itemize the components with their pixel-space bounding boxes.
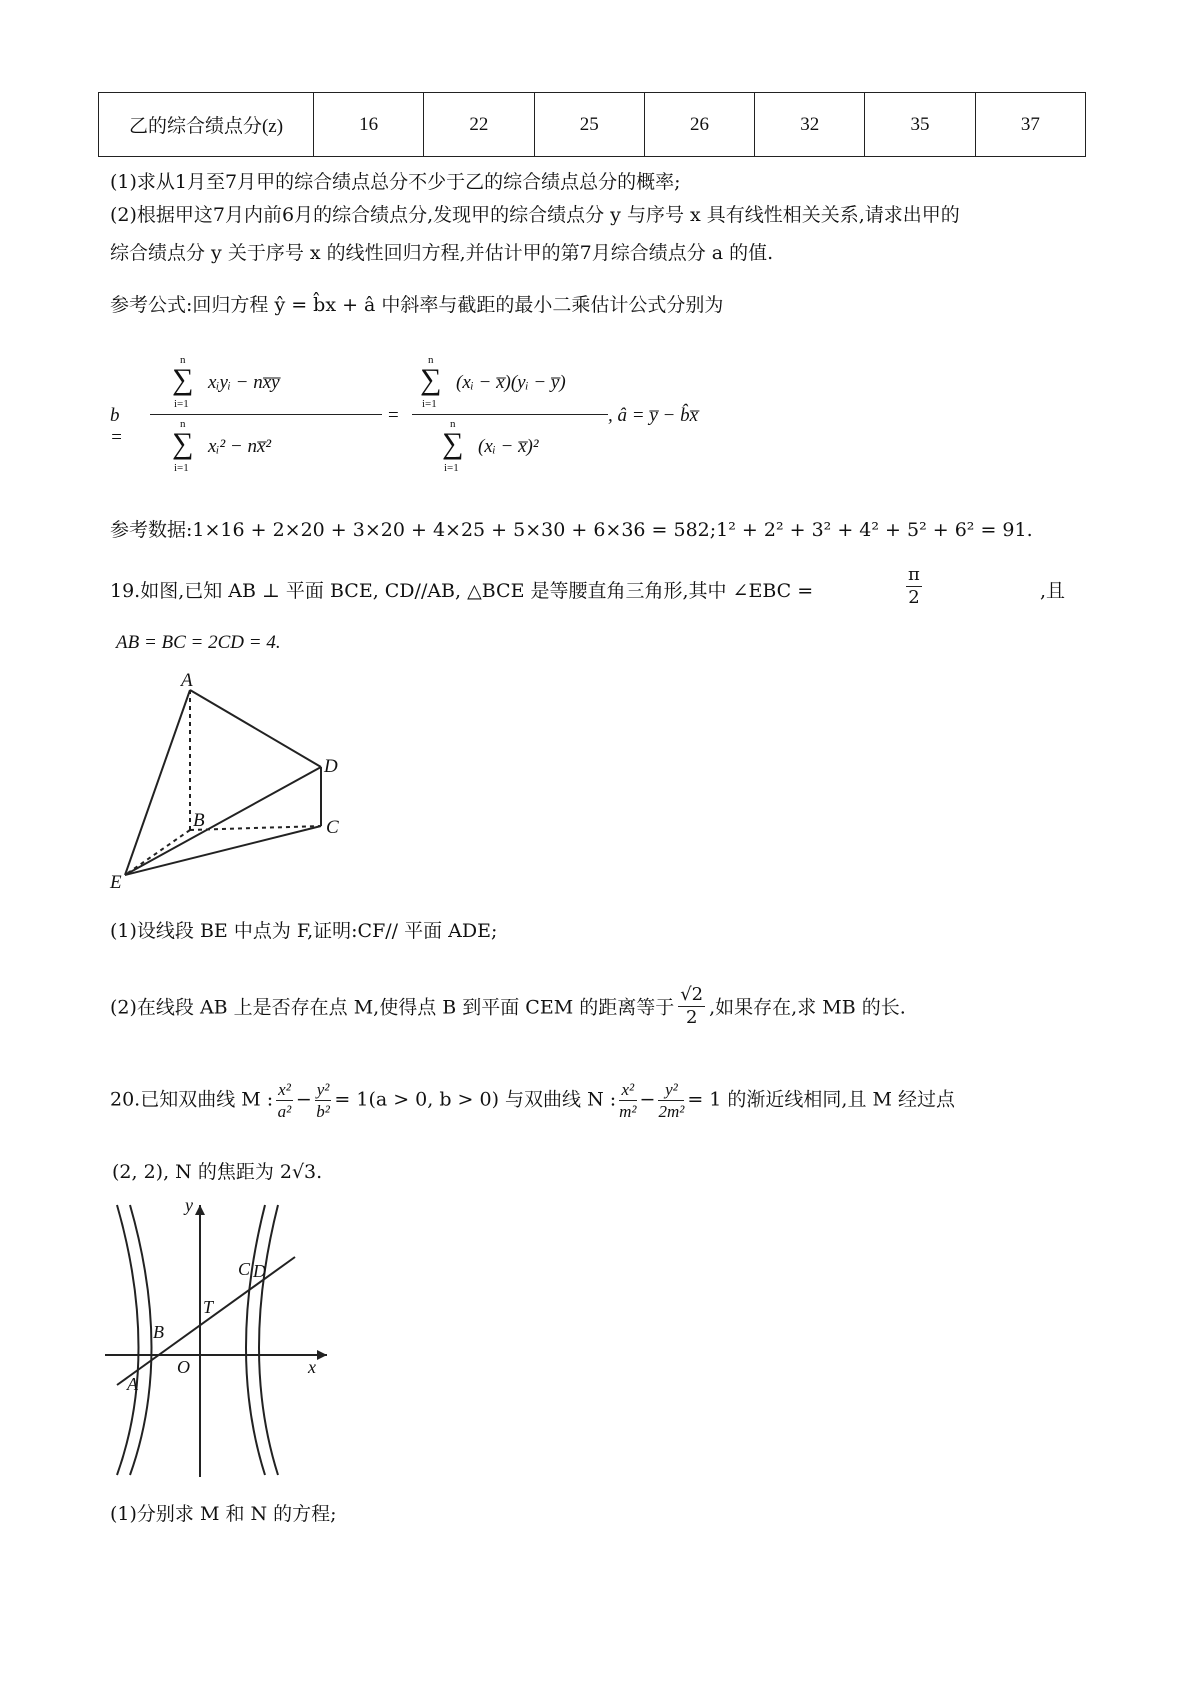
table-cell: 37 [975,93,1085,157]
fraction-denominator: a² [277,1102,292,1121]
sigma-symbol: ∑ [442,427,464,460]
edge-ae [125,690,190,875]
q19-stem-tail: ,且 [1040,580,1066,602]
sum-upper: n [450,418,456,430]
q18-part2-line2: 综合绩点分 y 关于序号 x 的线性回归方程,并估计甲的第7月综合绩点分 a 的值. [110,242,774,264]
table-cell: 35 [865,93,975,157]
label-a: A [181,670,193,691]
q20-stem-line1 [110,1081,955,1120]
n-fraction-y [658,1081,684,1120]
table-cell: 26 [644,93,754,157]
fraction-denominator: b² [316,1102,330,1121]
minus-sign: − [639,1088,656,1111]
q20-stem-mid: = 1(a > 0, b > 0) 与双曲线 N : [334,1088,617,1111]
q18-part2-line1: (2)根据甲这7月内前6月的综合绩点分,发现甲的综合绩点分 y 与序号 x 具有线性相关关系,请求出甲的 [110,204,960,226]
fraction-numerator: y² [658,1081,684,1101]
distance-fraction [678,986,705,1027]
y-axis-arrow [195,1205,205,1215]
x-axis-arrow [317,1350,327,1360]
hyperbola-left-outer [117,1205,139,1475]
label-b: B [193,810,205,831]
tetrahedron-figure [105,670,365,890]
sum-upper: n [428,354,434,366]
table-cell: 25 [534,93,644,157]
q20-stem-text: 20.已知双曲线 M : [110,1088,274,1111]
sum-upper: n [180,354,186,366]
fraction-numerator: π [908,564,920,585]
label-e: E [110,872,122,890]
reference-data: 参考数据:1×16 + 2×20 + 3×20 + 4×25 + 5×30 + 6×36 = 582;1² + 2² + 3² + 4² + 5² + 6² = 91. [110,519,1033,541]
q19-stem-line1: 19.如图,已知 AB ⊥ 平面 BCE, CD//AB, △BCE 是等腰直角三角形,其中 ∠EBC = [110,580,814,602]
label-b: B [153,1322,164,1342]
label-a: A [127,1374,138,1394]
numerator-text: (xᵢ − x̅)(yᵢ − y̅) [456,372,566,393]
sigma-symbol: ∑ [172,427,194,460]
fraction-denominator: 2m² [658,1102,685,1121]
fraction-numerator: x² [278,1080,291,1099]
m-fraction-x [276,1081,293,1120]
fraction-denominator: m² [619,1102,637,1121]
table-cell: 22 [424,93,534,157]
q20-stem-tail: = 1 的渐近线相同,且 M 经过点 [687,1088,955,1111]
sum-lower: i=1 [174,462,189,474]
hyperbola-left-inner [130,1205,152,1475]
fraction-bar [150,414,382,415]
fraction-bar [412,414,608,415]
table-cell: 16 [314,93,424,157]
q19-part1: (1)设线段 BE 中点为 F,证明:CF// 平面 ADE; [110,920,498,942]
sum-lower: i=1 [444,462,459,474]
sigma-symbol: ∑ [420,363,442,396]
label-d: D [253,1261,266,1281]
label-y: y [185,1195,193,1215]
sum-lower: i=1 [174,398,189,410]
q20-part1: (1)分别求 M 和 N 的方程; [110,1503,337,1525]
sum-lower: i=1 [422,398,437,410]
fraction-denominator: 2 [908,587,920,608]
fraction-numerator: √2 [680,984,704,1005]
q19-part2 [110,984,906,1029]
angle-fraction [906,566,922,607]
fraction-numerator: y² [316,1080,330,1099]
label-x: x [308,1357,316,1377]
label-o: O [177,1357,190,1377]
secant-line [117,1257,295,1385]
hyperbola-figure [105,1195,330,1480]
edge-ad [190,690,321,767]
edge-be-hidden [125,830,190,875]
table-row [99,93,1086,157]
denominator-text: (xᵢ − x̅)² [478,436,539,457]
edge-ed [125,767,321,875]
m-fraction-y [315,1081,332,1120]
score-table [98,92,1086,157]
formula-lhs: b = [110,405,123,448]
hyperbola-right-inner [246,1205,265,1475]
fraction-numerator: x² [619,1081,636,1101]
q19-part2-text: (2)在线段 AB 上是否存在点 M,使得点 B 到平面 CEM 的距离等于 [110,996,675,1019]
label-t: T [203,1297,214,1317]
edge-ec [125,826,321,875]
table-cell: 32 [755,93,865,157]
q20-stem-line2: (2, 2), N 的焦距为 2√3. [112,1161,323,1183]
table-row-label: 乙的综合绩点分(z) [99,93,314,157]
formula-intro: 参考公式:回归方程 ŷ = b̂x + â 中斜率与截距的最小二乘估计公式分别为 [110,294,724,316]
numerator-text: xᵢyᵢ − nx̅y̅ [208,372,280,393]
minus-sign: − [295,1088,312,1111]
fraction-denominator: 2 [685,1007,698,1028]
sigma-symbol: ∑ [172,363,194,396]
intercept-formula: , â = y̅ − b̂x̅ [608,405,699,426]
hyperbola-right-outer [259,1205,278,1475]
equals-sign: = [388,405,399,426]
q19-stem-line2: AB = BC = 2CD = 4. [116,632,281,653]
label-c: C [326,817,339,838]
q19-part2-tail: ,如果存在,求 MB 的长. [709,996,906,1019]
label-c: C [238,1259,251,1279]
label-d: D [324,756,338,777]
denominator-text: xᵢ² − nx̅² [208,436,272,457]
n-fraction-x [619,1081,636,1120]
sum-upper: n [180,418,186,430]
q18-part1: (1)求从1月至7月甲的综合绩点总分不少于乙的综合绩点总分的概率; [110,171,681,193]
